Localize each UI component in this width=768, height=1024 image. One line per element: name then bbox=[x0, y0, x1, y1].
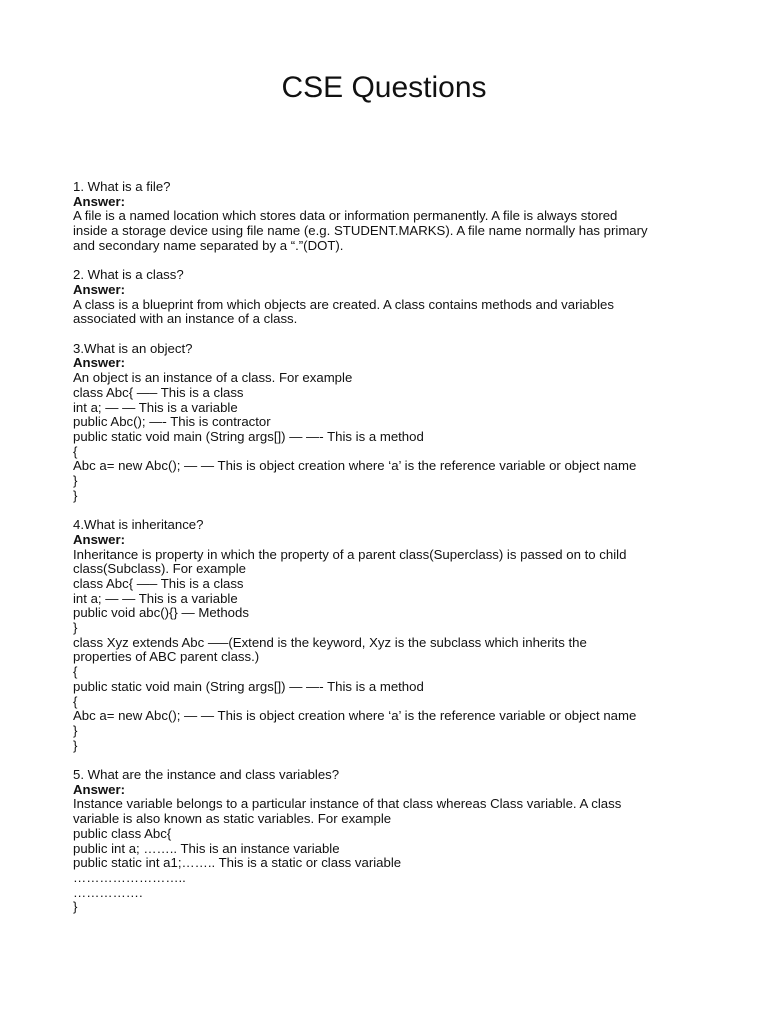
answer-line: } bbox=[73, 473, 78, 489]
answer-line: public Abc(); —- This is contractor bbox=[73, 414, 271, 430]
answer-label: Answer: bbox=[73, 781, 126, 797]
answer-line: Abc a= new Abc(); — — This is object creation where ‘a’ is the reference variable or object name bbox=[73, 458, 637, 474]
answer-line: public int a; …….. This is an instance variable bbox=[73, 840, 340, 856]
qa-list bbox=[73, 180, 713, 930]
question-text: 5. What are the instance and class variables? bbox=[73, 767, 340, 783]
answer-line: { bbox=[73, 443, 78, 459]
answer-label: Answer: bbox=[73, 531, 126, 547]
answer-line: Abc a= new Abc(); — — This is object creation where ‘a’ is the reference variable or object name bbox=[73, 708, 637, 724]
question-text: 3.What is an object? bbox=[73, 340, 193, 356]
answer-line: int a; — — This is a variable bbox=[73, 590, 238, 606]
answer-line: } bbox=[73, 620, 78, 636]
answer-line: A class is a blueprint from which objects are created. A class contains methods and variables bbox=[73, 296, 614, 312]
answer-line: int a; — — This is a variable bbox=[73, 399, 238, 415]
answer-line: public void abc(){} — Methods bbox=[73, 605, 249, 621]
answer-line: class Xyz extends Abc —–(Extend is the keyword, Xyz is the subclass which inherits the bbox=[73, 634, 587, 650]
qa-item bbox=[73, 342, 713, 504]
question-text: 1. What is a file? bbox=[73, 179, 171, 194]
answer-line: class Abc{ —– This is a class bbox=[73, 575, 244, 591]
answer-line: public class Abc{ bbox=[73, 825, 172, 841]
question-text: 2. What is a class? bbox=[73, 267, 184, 283]
answer-line: class(Subclass). For example bbox=[73, 561, 246, 577]
answer-line: } bbox=[73, 899, 78, 915]
answer-line: Instance variable belongs to a particular instance of that class whereas Class variable. A class bbox=[73, 796, 622, 812]
answer-line: inside a storage device using file name (e.g. STUDENT.MARKS). A file name normally has primary bbox=[73, 223, 648, 239]
answer-line: } bbox=[73, 487, 78, 503]
answer-label: Answer: bbox=[73, 281, 126, 297]
answer-line: { bbox=[73, 693, 78, 709]
answer-line: variable is also known as static variables. For example bbox=[73, 811, 392, 827]
answer-line: Inheritance is property in which the property of a parent class(Superclass) is passed on to child bbox=[73, 546, 627, 562]
answer-line: { bbox=[73, 664, 78, 680]
answer-line: An object is an instance of a class. For example bbox=[73, 370, 353, 386]
answer-line: public static int a1;…….. This is a static or class variable bbox=[73, 855, 402, 871]
answer-label: Answer: bbox=[73, 193, 126, 209]
answer-line: ……………. bbox=[73, 884, 143, 900]
qa-item bbox=[73, 518, 713, 753]
answer-line: public static void main (String args[]) — —- This is a method bbox=[73, 428, 424, 444]
answer-line: properties of ABC parent class.) bbox=[73, 649, 260, 665]
answer-line: } bbox=[73, 722, 78, 738]
qa-item bbox=[73, 180, 713, 254]
question-text: 4.What is inheritance? bbox=[73, 517, 204, 533]
qa-item bbox=[73, 768, 713, 915]
answer-line: } bbox=[73, 737, 78, 753]
qa-item bbox=[73, 268, 713, 327]
answer-line: A file is a named location which stores data or information permanently. A file is always stored bbox=[73, 208, 618, 224]
answer-line: and secondary name separated by a “.”(DOT). bbox=[73, 237, 344, 253]
answer-line: associated with an instance of a class. bbox=[73, 311, 298, 327]
answer-line: public static void main (String args[]) — —- This is a method bbox=[73, 678, 424, 694]
document-title: CSE Questions bbox=[281, 71, 487, 104]
answer-line: class Abc{ —– This is a class bbox=[73, 384, 244, 400]
answer-line: …………………….. bbox=[73, 869, 186, 885]
answer-label: Answer: bbox=[73, 355, 126, 371]
